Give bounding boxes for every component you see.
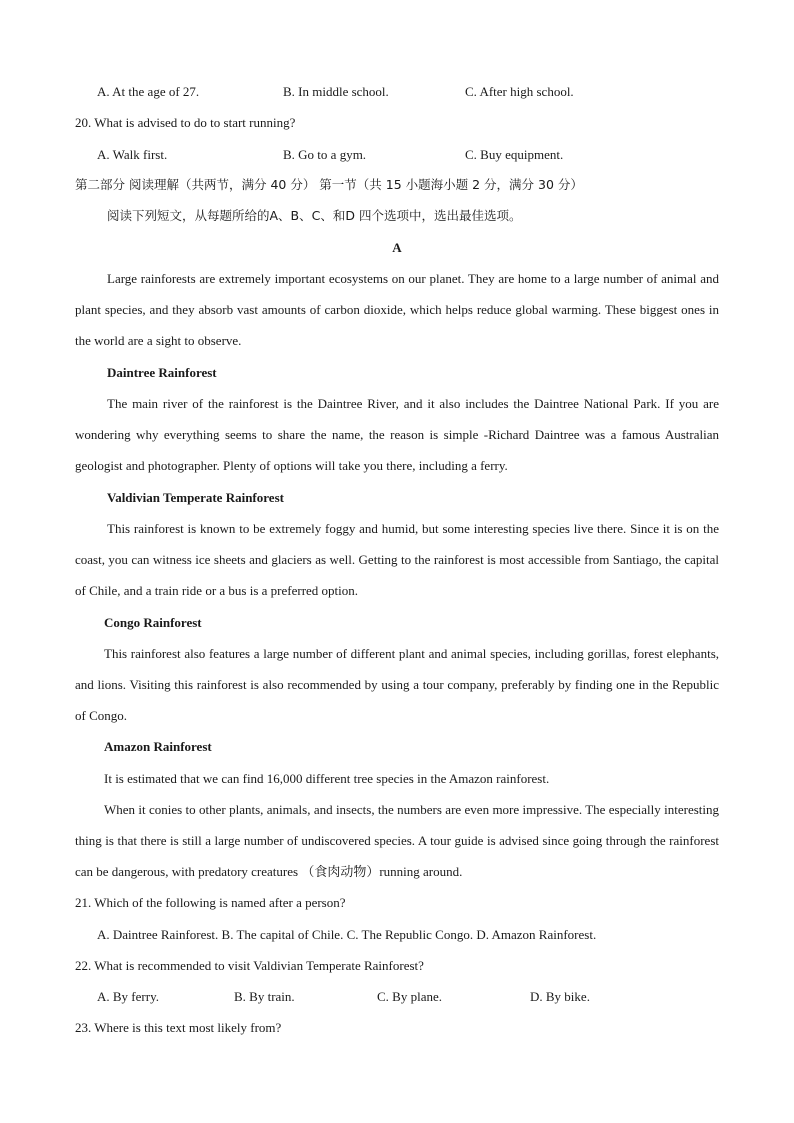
congo-text: This rainforest also features a large number of different plant and animal species, including gorillas, forest elephants, and lions. Visiting this rainforest is also recommended by using a tour company, preferably by finding one in the Republic of Congo. <box>75 646 719 723</box>
q20-option-a: A. Walk first. <box>97 147 168 162</box>
q22-option-c: C. By plane. <box>377 989 442 1004</box>
q20-stem: 20. What is advised to do to start running? <box>75 115 296 130</box>
q21-stem: 21. Which of the following is named after a person? <box>75 895 346 910</box>
q22-stem: 22. What is recommended to visit Valdivian Temperate Rainforest? <box>75 958 424 973</box>
section-instruction: 阅读下列短文，从每题所给的A、B、C、和D 四个选项中，选出最佳选项。 <box>107 208 522 223</box>
q20-option-c: C. Buy equipment. <box>465 147 564 162</box>
section-title: 第二部分 阅读理解（共两节，满分 40 分） 第一节（共 15 小题海小题 2 分，满分 30 分） <box>75 177 583 192</box>
q23-stem: 23. Where is this text most likely from? <box>75 1020 282 1035</box>
q22-option-d: D. By bike. <box>530 989 590 1004</box>
valdivian-text: This rainforest is known to be extremely foggy and humid, but some interesting species live there. Since it is on the coast, you can witness ice sheets and glaciers as well. Getting to the rainforest is most accessible from Santiago, the capital of Chile, and a train ride or a bus is a preferred option. <box>75 521 719 598</box>
daintree-text: The main river of the rainforest is the Daintree River, and it also includes the Daintree National Park. If you are wondering why everything seems to share the name, the reason is simple -Richard Daintree was a famous Australian geologist and photographer. Plenty of options will take you there, including a ferry. <box>75 396 719 473</box>
amazon-text-1: It is estimated that we can find 16,000 different tree species in the Amazon rainforest. <box>104 771 550 786</box>
amazon-text-2: When it conies to other plants, animals, and insects, the numbers are even more impressive. The especially interesting thing is that there is still a large number of undiscovered species. A tour guide is advised since going through the rainforest can be dangerous, with predatory creatures （食肉动物）running around. <box>75 802 719 879</box>
q21-options: A. Daintree Rainforest. B. The capital of Chile. C. The Republic Congo. D. Amazon Rainforest. <box>97 927 597 942</box>
amazon-heading: Amazon Rainforest <box>104 739 212 754</box>
passage-intro <box>75 263 719 356</box>
valdivian-paragraph <box>75 513 719 606</box>
valdivian-heading: Valdivian Temperate Rainforest <box>107 490 284 505</box>
q20-option-b: B. Go to a gym. <box>283 147 367 162</box>
amazon-paragraph-2 <box>75 794 719 887</box>
daintree-paragraph <box>75 388 719 481</box>
congo-heading: Congo Rainforest <box>104 615 202 630</box>
q19-option-a: A. At the age of 27. <box>97 84 200 99</box>
q19-option-b: B. In middle school. <box>283 84 389 99</box>
passage-intro-text: Large rainforests are extremely important ecosystems on our planet. They are home to a large number of animal and plant species, and they absorb vast amounts of carbon dioxide, which helps reduce global warming. These biggest ones in the world are a sight to observe. <box>75 271 719 348</box>
q22-option-b: B. By train. <box>234 989 295 1004</box>
q22-option-a: A. By ferry. <box>97 989 159 1004</box>
passage-label: A <box>392 240 402 255</box>
daintree-heading: Daintree Rainforest <box>107 365 217 380</box>
q19-option-c: C. After high school. <box>465 84 574 99</box>
congo-paragraph <box>75 638 719 731</box>
